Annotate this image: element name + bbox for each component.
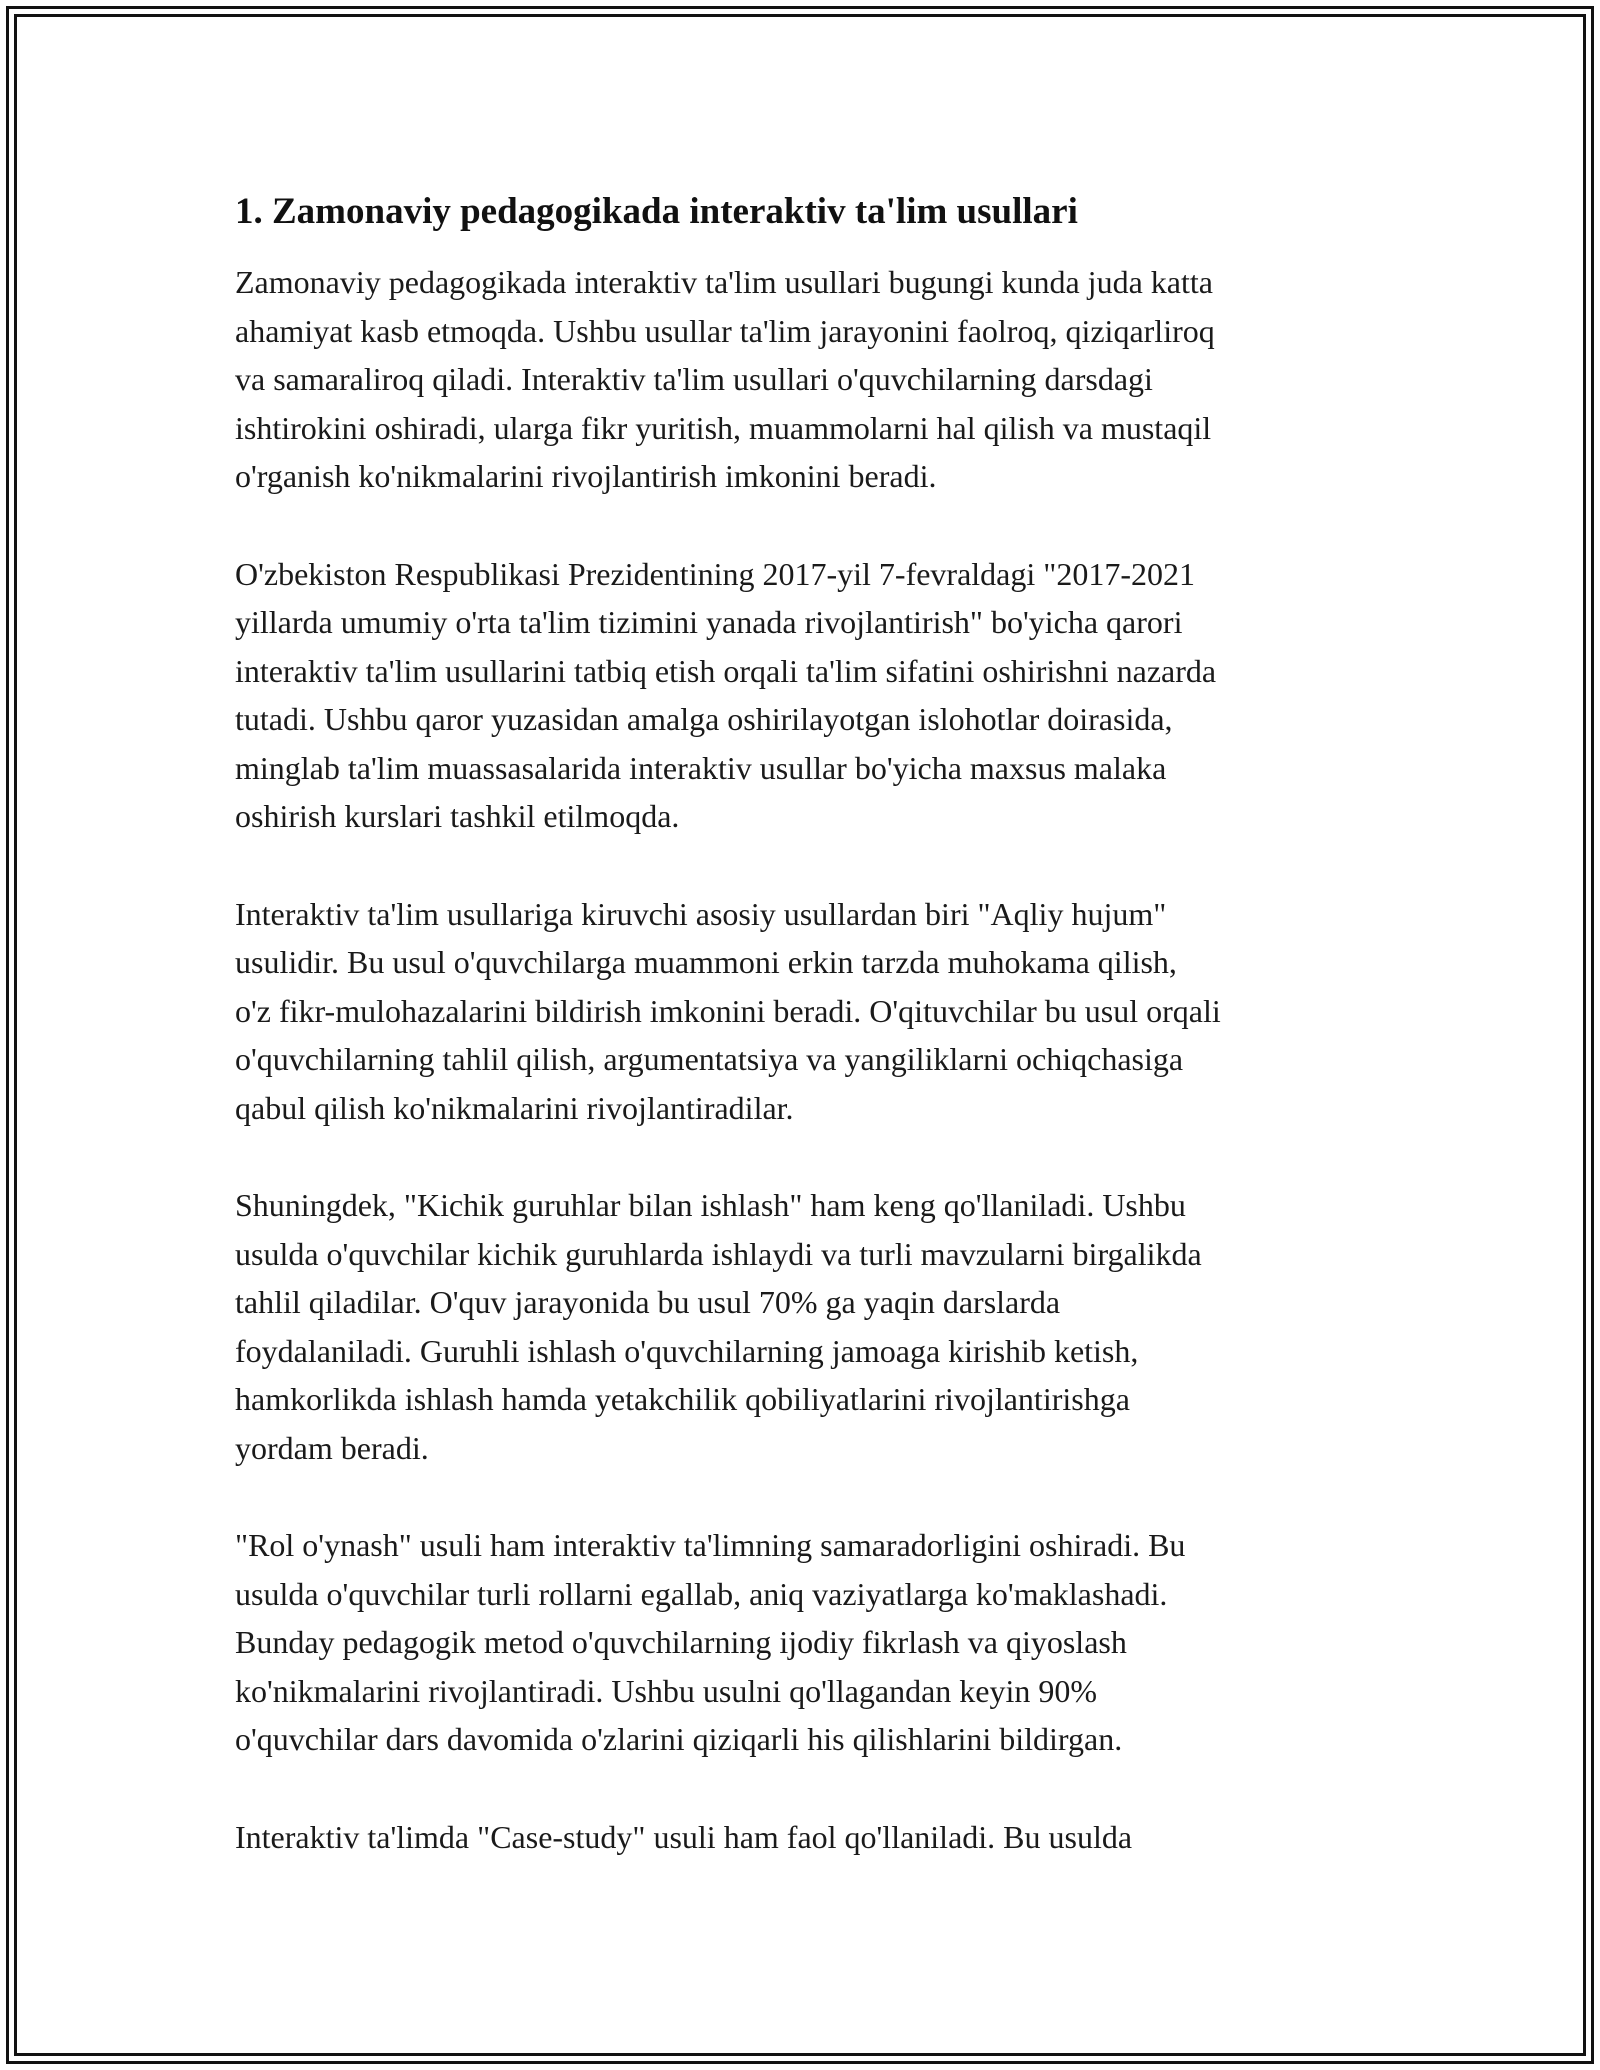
paragraph-role-play — [235, 1521, 1405, 1764]
paragraph-line: Interaktiv ta'limda "Case-study" usuli ham faol qo'llaniladi. Bu usulda — [235, 1818, 1133, 1855]
paragraph-line: usulidir. Bu usul o'quvchilarga muammoni erkin tarzda muhokama qilish, — [235, 944, 1177, 980]
paragraph-line: o'z fikr-mulohazalarini bildirish imkonini beradi. O'qituvchilar bu usul orqali — [235, 992, 1221, 1029]
paragraph-line: va samaraliroq qiladi. Interaktiv ta'lim usullari o'quvchilarning darsdagi — [235, 361, 1153, 397]
paragraph-decree — [235, 550, 1405, 841]
paragraph-line: oshirish kurslari tashkil etilmoqda. — [235, 798, 680, 834]
paragraph-line: minglab ta'lim muassasalarida interaktiv usullar bo'yicha maxsus malaka — [235, 749, 1167, 786]
paragraph-line: interaktiv ta'lim usullarini tatbiq etish orqali ta'lim sifatini oshirishni nazarda — [235, 652, 1217, 689]
paragraph-line: o'quvchilar dars davomida o'zlarini qiziqarli his qilishlarini bildirgan. — [235, 1721, 1123, 1757]
paragraph-line: o'quvchilarning tahlil qilish, argumentatsiya va yangiliklarni ochiqchasiga — [235, 1041, 1184, 1077]
paragraph-line: ko'nikmalarini rivojlantiradi. Ushbu usulni qo'llagandan keyin 90% — [235, 1672, 1098, 1709]
paragraph-brainstorm — [235, 890, 1405, 1133]
paragraph-line: tahlil qiladilar. O'quv jarayonida bu usul 70% ga yaqin darslarda — [235, 1284, 1061, 1320]
paragraph-line: Zamonaviy pedagogikada interaktiv ta'lim usullari bugungi kunda juda katta — [235, 264, 1213, 300]
paragraph-intro — [235, 258, 1405, 501]
paragraph-line: Shuningdek, "Kichik guruhlar bilan ishlash" ham keng qo'llaniladi. Ushbu — [235, 1187, 1186, 1223]
paragraph-line: "Rol o'ynash" usuli ham interaktiv ta'limning samaradorligini oshiradi. Bu — [235, 1527, 1186, 1563]
paragraph-line: tutadi. Ushbu qaror yuzasidan amalga oshirilayotgan islohotlar doirasida, — [235, 701, 1173, 737]
paragraph-line: foydalaniladi. Guruhli ishlash o'quvchilarning jamoaga kirishib ketish, — [235, 1332, 1139, 1369]
paragraph-line: usulda o'quvchilar kichik guruhlarda ishlaydi va turli mavzularni birgalikda — [235, 1235, 1202, 1272]
paragraph-line: yordam beradi. — [235, 1429, 429, 1466]
paragraph-line: Bunday pedagogik metod o'quvchilarning ijodiy fikrlash va qiyoslash — [235, 1624, 1127, 1660]
paragraph-small-groups — [235, 1181, 1405, 1472]
paragraph-line: hamkorlikda ishlash hamda yetakchilik qobiliyatlarini rivojlantirishga — [235, 1381, 1130, 1417]
paragraph-line: o'rganish ko'nikmalarini rivojlantirish imkonini beradi. — [235, 458, 937, 494]
paragraph-line: O'zbekiston Respublikasi Prezidentining 2017-yil 7-fevraldagi "2017-2021 — [235, 555, 1195, 592]
document-body — [235, 188, 1405, 1910]
paragraph-line: ishtirokini oshiradi, ularga fikr yuritish, muammolarni hal qilish va mustaqil — [235, 409, 1212, 446]
paragraph-line: usulda o'quvchilar turli rollarni egallab, aniq vaziyatlarga ko'maklashadi. — [235, 1575, 1168, 1612]
paragraph-line: Interaktiv ta'lim usullariga kiruvchi asosiy usullardan biri "Aqliy hujum" — [235, 895, 1167, 932]
paragraph-case-study — [235, 1813, 1405, 1862]
paragraph-line: yillarda umumiy o'rta ta'lim tizimini yanada rivojlantirish" bo'yicha qarori — [235, 604, 1183, 640]
paragraph-line: qabul qilish ko'nikmalarini rivojlantiradilar. — [235, 1089, 794, 1126]
paragraph-line: ahamiyat kasb etmoqda. Ushbu usullar ta'lim jarayonini faolroq, qiziqarliroq — [235, 312, 1215, 349]
section-title: 1. Zamonaviy pedagogikada interaktiv ta'lim usullari — [235, 191, 1078, 232]
